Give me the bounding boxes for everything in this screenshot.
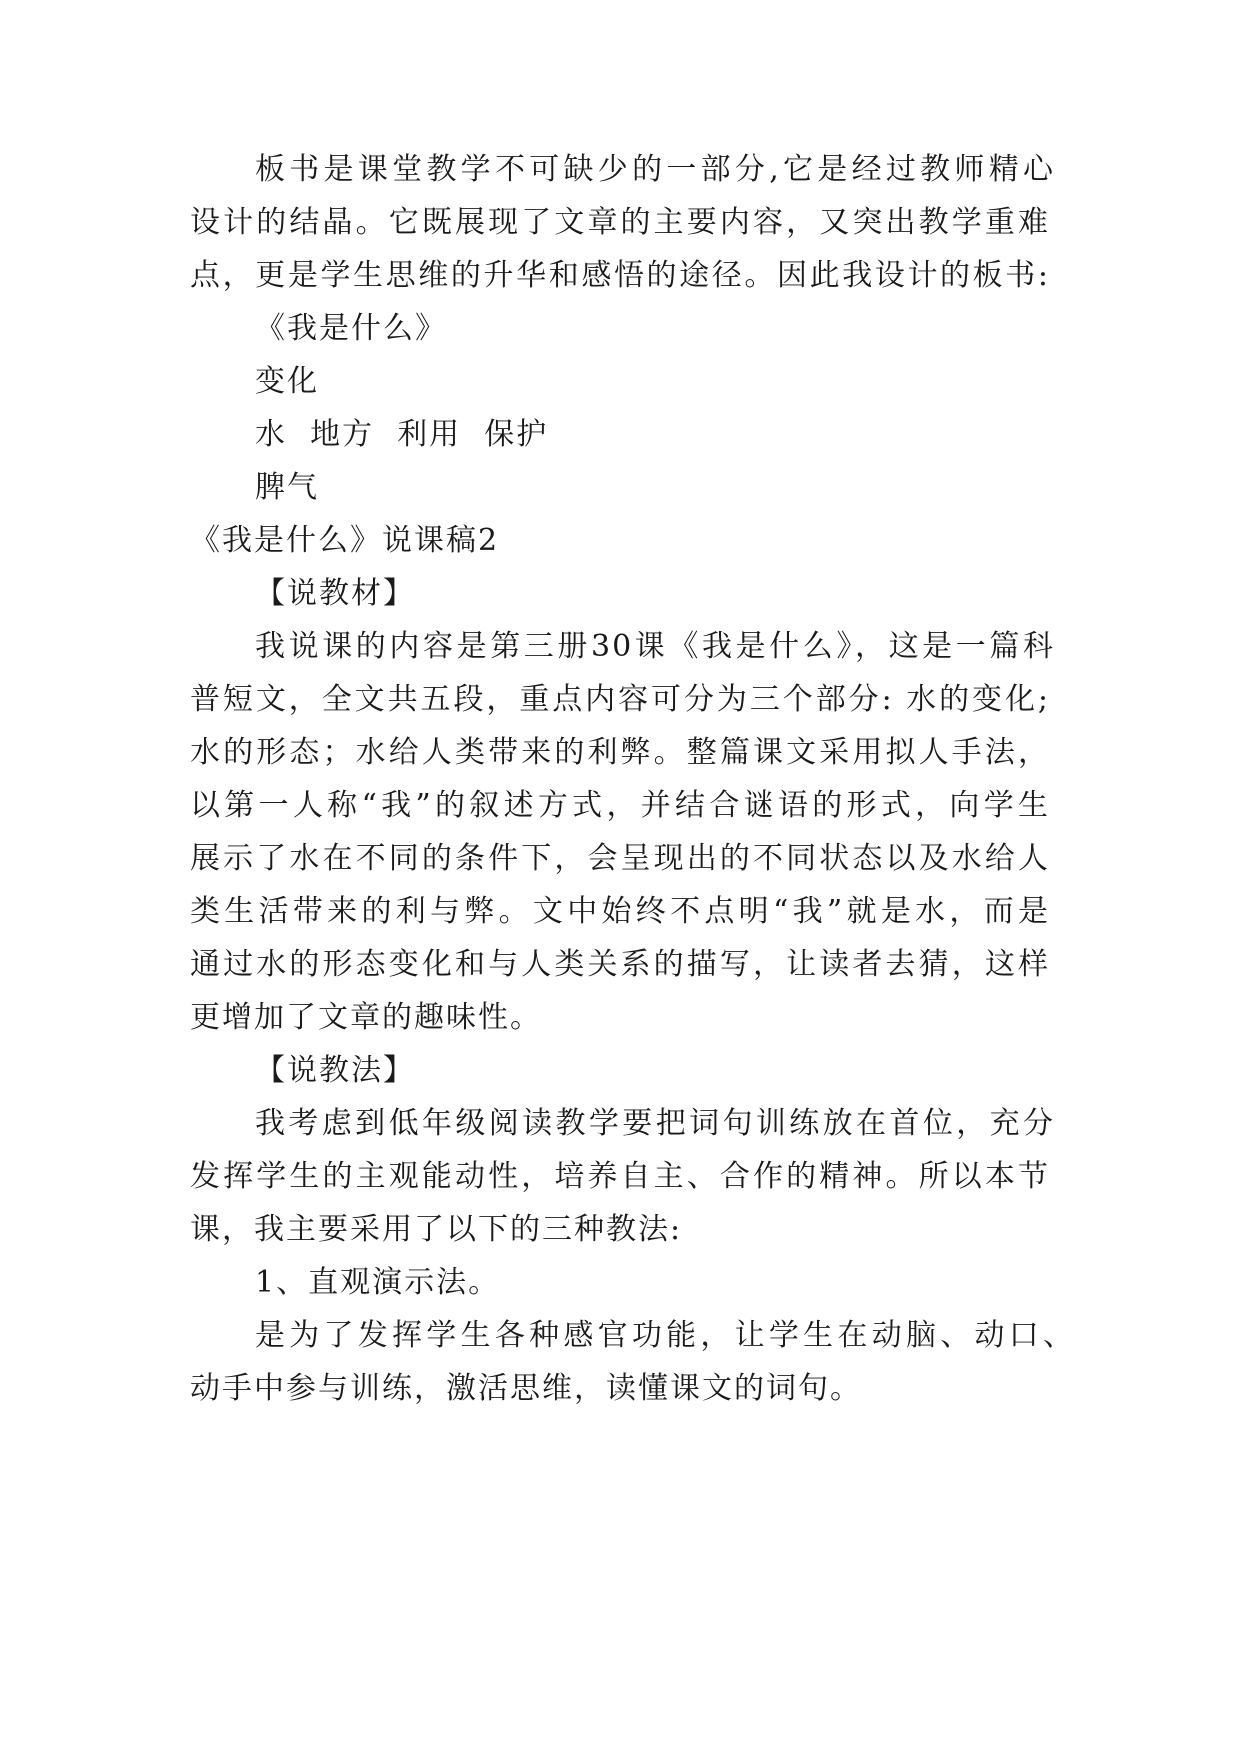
paragraph-line: 以第一人称“我”的叙述方式，并结合谜语的形式，向学生 [190, 788, 1050, 823]
paragraph-line: 板书是课堂教学不可缺少的一部分,它是经过教师精心 [255, 152, 1055, 187]
paragraph-line: 普短文，全文共五段，重点内容可分为三个部分: 水的变化; [190, 682, 1050, 717]
paragraph-line: 动手中参与训练，激活思维，读懂课文的词句。 [190, 1371, 862, 1406]
paragraph-line: 我说课的内容是第三册30课《我是什么》，这是一篇科 [255, 629, 1055, 664]
paragraph-line: 更增加了文章的趣味性。 [190, 1000, 542, 1035]
subsection-heading: 【说教材】 [255, 576, 415, 611]
board-title: 《我是什么》 [255, 311, 447, 346]
paragraph-line: 设计的结晶。它既展现了文章的主要内容，又突出教学重难 [190, 205, 1050, 240]
paragraph-line: 点，更是学生思维的升华和感悟的途径。因此我设计的板书: [190, 258, 1050, 293]
list-item: 1、直观演示法。 [255, 1265, 501, 1300]
board-line: 变化 [255, 364, 319, 399]
paragraph-line: 发挥学生的主观能动性，培养自主、合作的精神。所以本节 [190, 1159, 1050, 1194]
subsection-heading: 【说教法】 [255, 1053, 415, 1088]
paragraph-line: 课，我主要采用了以下的三种教法: [190, 1212, 683, 1247]
section-heading: 《我是什么》说课稿2 [190, 523, 500, 558]
paragraph-line: 水的形态；水给人类带来的利弊。整篇课文采用拟人手法， [190, 735, 1050, 770]
paragraph-line: 是为了发挥学生各种感官功能，让学生在动脑、动口、 [255, 1318, 1075, 1353]
paragraph-line: 我考虑到低年级阅读教学要把词句训练放在首位，充分 [255, 1106, 1055, 1141]
paragraph-line: 通过水的形态变化和与人类关系的描写，让读者去猜，这样 [190, 947, 1050, 982]
paragraph-line: 展示了水在不同的条件下，会呈现出的不同状态以及水给人 [190, 841, 1050, 876]
board-line: 脾气 [255, 470, 319, 505]
board-line: 水 地方 利用 保护 [255, 417, 549, 452]
paragraph-line: 类生活带来的利与弊。文中始终不点明“我”就是水，而是 [190, 894, 1050, 929]
